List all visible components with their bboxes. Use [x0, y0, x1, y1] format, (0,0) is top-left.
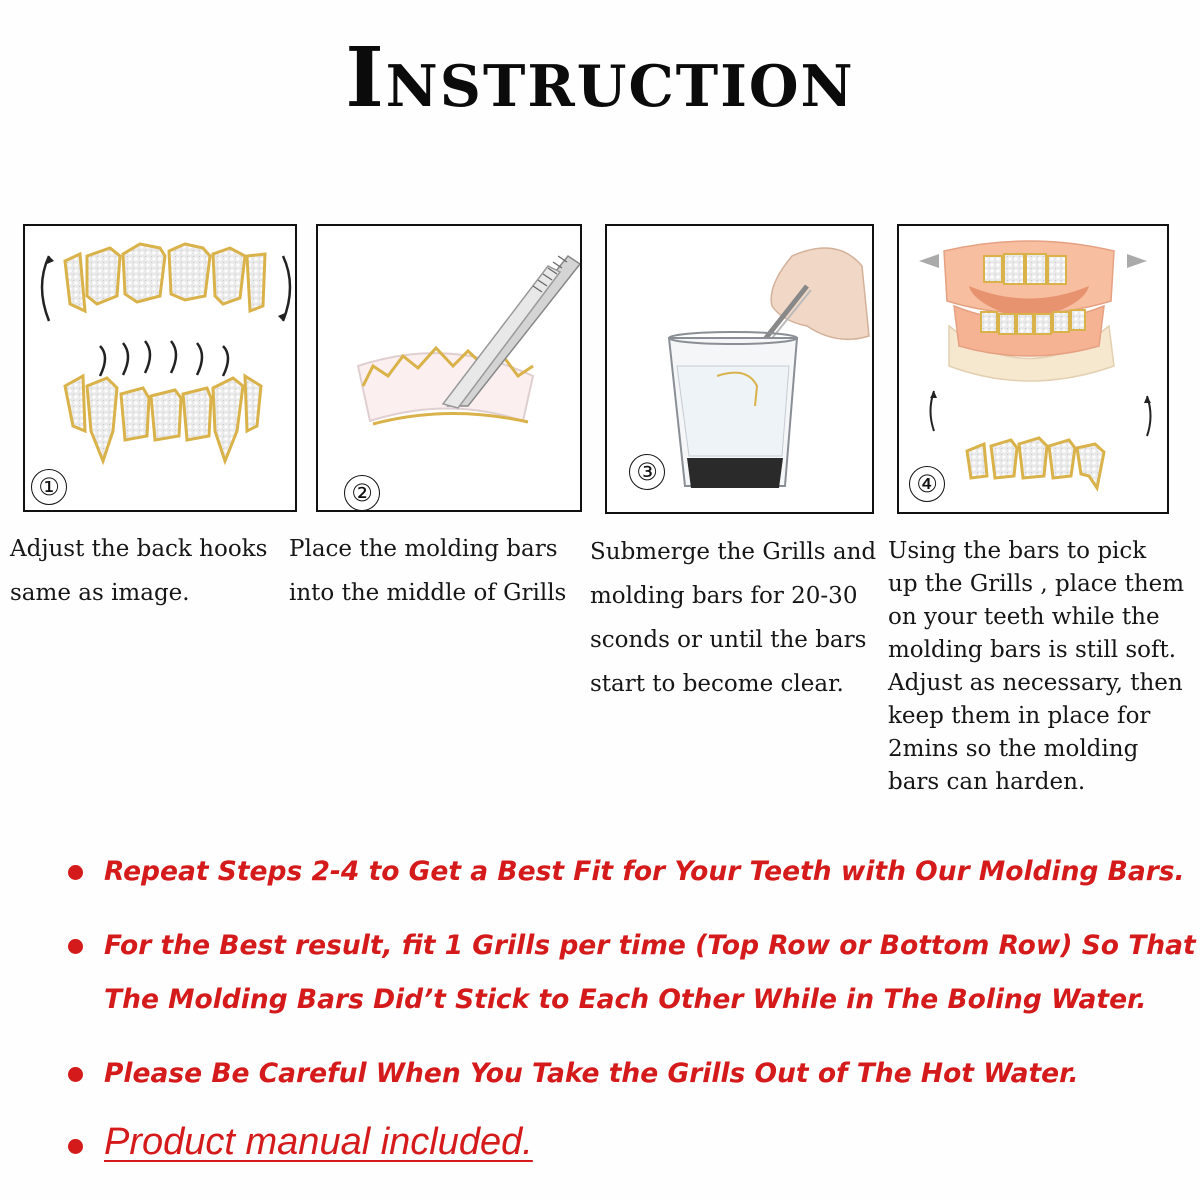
step-4-line: bars can harden.: [888, 769, 1086, 795]
step-3-panel: [605, 224, 874, 514]
step-1-panel: [23, 224, 297, 512]
step-2-text: [289, 527, 584, 615]
step-3-line: Submerge the Grills and: [590, 539, 877, 565]
step-4-text: [888, 535, 1194, 799]
step-2-number: ②: [344, 475, 380, 511]
product-manual-note: Product manual included.: [104, 1121, 533, 1163]
step-3-line: sconds or until the bars: [590, 627, 867, 653]
step-4-line: up the Grills , place them: [888, 571, 1185, 597]
note-text: The Molding Bars Did’t Stick to Each Other While in The Boling Water.: [104, 984, 1147, 1015]
step-3-line: molding bars for 20-30: [590, 583, 858, 609]
molding-bar-tweezers-illustration: [318, 226, 580, 510]
note-text: For the Best result, fit 1 Grills per time (Top Row or Bottom Row) So That: [104, 930, 1196, 961]
step-2-line: into the middle of Grills: [289, 580, 567, 606]
adjust-hooks-illustration: [25, 226, 295, 510]
step-3-number: ③: [629, 454, 665, 490]
step-4-number: ④: [909, 466, 945, 502]
dental-model-illustration: [899, 226, 1167, 512]
step-4-line: molding bars is still soft.: [888, 637, 1177, 663]
step-3-line: start to become clear.: [590, 671, 844, 697]
bullet-dot-icon: [68, 1067, 83, 1082]
step-3-text: [590, 530, 882, 706]
step-1-line: Adjust the back hooks: [10, 536, 268, 562]
step-2-panel: [316, 224, 582, 512]
step-4-line: Using the bars to pick: [888, 538, 1147, 564]
step-4-line: on your teeth while the: [888, 604, 1160, 630]
bullet-dot-icon: [68, 1139, 83, 1154]
note-text: Repeat Steps 2-4 to Get a Best Fit for Your Teeth with Our Molding Bars.: [104, 856, 1185, 887]
page-title: Instruction: [345, 30, 855, 126]
step-4-line: 2mins so the molding: [888, 736, 1139, 762]
bullet-dot-icon: [68, 865, 83, 880]
step-4-line: Adjust as necessary, then: [888, 670, 1183, 696]
step-1-line: same as image.: [10, 580, 190, 606]
note-text: Please Be Careful When You Take the Grills Out of The Hot Water.: [104, 1058, 1079, 1089]
step-4-line: keep them in place for: [888, 703, 1151, 729]
step-4-panel: [897, 224, 1169, 514]
step-1-text: [10, 527, 285, 615]
bullet-dot-icon: [68, 939, 83, 954]
step-1-number: ①: [31, 469, 67, 505]
step-2-line: Place the molding bars: [289, 536, 558, 562]
